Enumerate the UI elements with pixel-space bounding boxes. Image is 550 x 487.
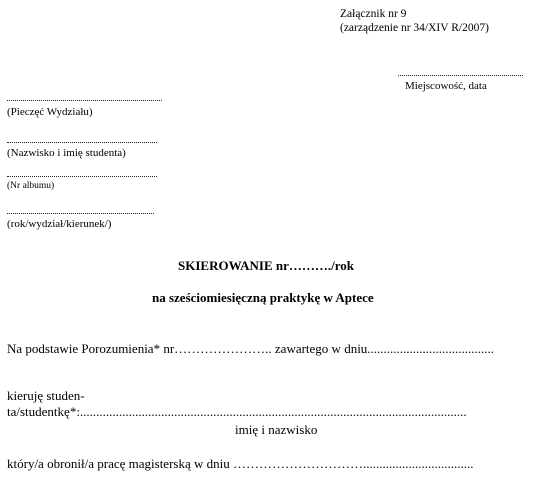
place-date-line — [398, 75, 523, 76]
year-faculty-label: (rok/wydział/kierunek/) — [7, 218, 112, 230]
agreement-sentence: Na podstawie Porozumienia* nr………………….. zawartego w dniu....................................... — [7, 341, 495, 356]
annex-regulation: (zarządzenie nr 34/XIV R/2007) — [340, 22, 489, 34]
stamp-line — [7, 100, 162, 101]
name-caption: imię i nazwisko — [235, 422, 318, 437]
annex-number: Załącznik nr 9 — [340, 8, 407, 20]
direct-student-line2: ta/studentkę*:....................................................................................................................... — [7, 404, 467, 419]
thesis-defense-line: który/a obronił/a pracę magisterską w dniu ………………………….................................. — [7, 456, 474, 471]
album-line — [7, 176, 157, 177]
document-title: SKIEROWANIE nr………./rok — [178, 258, 355, 273]
annex-note — [340, 7, 489, 35]
document-subtitle: na sześciomiesięczną praktykę w Aptece — [152, 290, 374, 305]
album-label: (Nr albumu) — [7, 181, 55, 191]
direct-student-line1: kieruję studen- — [7, 388, 85, 403]
place-date-label: Miejscowość, data — [405, 80, 487, 92]
stamp-label: (Pieczęć Wydziału) — [7, 106, 93, 118]
year-faculty-line — [7, 213, 154, 214]
student-name-label: (Nazwisko i imię studenta) — [7, 147, 126, 159]
student-name-line — [7, 142, 157, 143]
